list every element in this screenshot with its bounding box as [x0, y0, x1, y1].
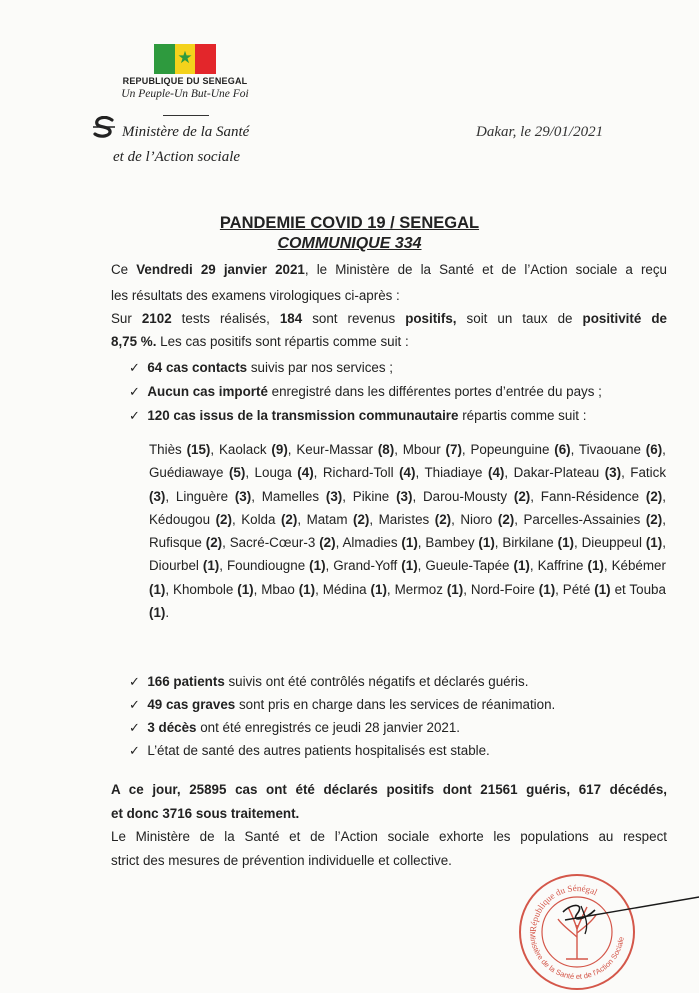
community-count: (3) [396, 488, 413, 504]
community-item [219, 442, 288, 457]
community-item [342, 535, 417, 550]
community-name: Bambey [425, 535, 475, 551]
communique-number: COMMUNIQUE 334 [277, 235, 422, 252]
community-name: Kolda [241, 511, 276, 527]
community-name: Rufisque [149, 535, 202, 551]
community-item [323, 465, 416, 480]
community-count: (2) [215, 511, 232, 527]
bullet-contacts: ✓ 64 cas contacts suivis par nos services ; [129, 360, 393, 375]
community-item [470, 442, 570, 457]
community-item [262, 489, 342, 504]
community-name: Dieuppeul [581, 535, 642, 551]
community-item [227, 558, 326, 573]
community-name: Gueule-Tapée [425, 558, 510, 574]
date-line: Dakar, le 29/01/2021 [476, 124, 604, 140]
community-name: Fatick [630, 465, 667, 481]
community-item [149, 465, 245, 480]
community-name: Nord-Foire [470, 581, 535, 597]
community-count: (4) [488, 465, 505, 481]
bullet-severe: ✓ 49 cas graves sont pris en charge dans les services de réanimation. [129, 697, 556, 712]
bullet-community: ✓ 120 cas issus de la transmission communautaire répartis comme suit : [129, 408, 587, 423]
community-name: Darou-Mousty [422, 488, 508, 504]
community-name: Mbao [261, 581, 295, 597]
community-item [460, 512, 514, 527]
community-name: Tivaouane [578, 442, 641, 457]
community-item [425, 535, 494, 550]
tests-count: 2102 [141, 311, 172, 326]
bullet-imported: ✓ Aucun cas importé enregistré dans les différentes portes d’entrée du pays ; [129, 384, 602, 399]
community-count: (2) [645, 488, 663, 504]
community-item [423, 489, 530, 504]
community-count: (2) [434, 511, 452, 527]
community-name: Kédougou [149, 511, 211, 527]
community-name: Almadies [342, 535, 398, 551]
community-name: Foundiougne [226, 558, 306, 574]
positivity-rate: 8,75 %. [111, 334, 157, 349]
community-name: Kaolack [218, 442, 267, 457]
community-count: (3) [149, 488, 166, 504]
community-item [176, 489, 251, 504]
community-count: (1) [298, 581, 316, 597]
community-name: Fann-Résidence [540, 488, 640, 504]
community-name: Popeunguine [470, 442, 550, 457]
community-item [579, 442, 662, 457]
signature [555, 880, 699, 950]
bullet-recovered: ✓ 166 patients suivis ont été contrôlés négatifs et déclarés guéris. [129, 674, 529, 689]
republic-name: REPUBLIQUE DU SENEGAL [122, 76, 248, 86]
community-count: (7) [445, 442, 462, 457]
bullet-stable: ✓ L’état de santé des autres patients hospitalisés est stable. [129, 743, 490, 758]
community-count: (1) [370, 581, 387, 597]
community-item [230, 535, 336, 550]
header-divider [163, 115, 209, 116]
star-icon: ★ [177, 48, 193, 68]
community-count: (1) [513, 558, 530, 574]
community-count: (2) [645, 511, 663, 527]
community-item [403, 442, 462, 457]
intro-line-2: les résultats des examens virologiques ci-après : [111, 288, 400, 303]
community-item [514, 465, 621, 480]
community-name: Mermoz [394, 581, 443, 597]
community-count: (3) [325, 488, 343, 504]
community-name: Khombole [173, 581, 234, 597]
stamp-text-bottom: Ministère de la Santé et de l'Action Sociale [527, 931, 626, 982]
community-count: (2) [497, 511, 515, 527]
community-count: (9) [271, 442, 288, 457]
community-item [538, 558, 604, 573]
community-item [395, 582, 464, 597]
community-cases-list: Thiès (15), Kaolack (9), Keur-Massar (8), Mbour (7), Popeunguine (6), Tivaouane (6), Guédiawaye (5), Louga (4), Richard-Toll (4), Thiadiaye (4), Dakar-Plateau (3), Fatick (3), Linguère (3), Mamelles (3), Pikine (3), Darou-Mousty (2), Fann-Résidence (2), Kédougou (2), Kolda (2), Matam (2), Maristes (2), Nioro (2), Parcelles-Assainies (2), Rufisque (2), Sacré-Cœur-3 (2), Almadies (1), Bambey (1), Birkilane (1), Dieuppeul (1), Diourbel (1), Foundiougne (1), Grand-Yoff (1), Gueule-Tapée (1), Kaffrine (1), Kébémer (1), Khombole (1), Mbao (1), Médina (1), Mermoz (1), Nord-Foire (1), Pété (1) et Touba (1). [149, 442, 667, 621]
community-item [173, 582, 254, 597]
community-item [149, 512, 232, 527]
community-count: (1) [478, 535, 495, 551]
community-item [323, 582, 387, 597]
community-count: (1) [237, 581, 254, 597]
community-name: Mbour [402, 442, 441, 457]
flag-green-band [154, 44, 175, 74]
community-item [255, 465, 314, 480]
community-name: Parcelles-Assainies [523, 511, 641, 527]
community-count: (6) [645, 442, 663, 457]
ministry-name-line2: et de l’Action sociale [113, 149, 241, 165]
community-item [149, 442, 210, 457]
community-item [307, 512, 370, 527]
community-count: (1) [149, 581, 166, 597]
intro-day: Vendredi 29 janvier 2021 [136, 262, 305, 277]
summary-line-2: et donc 3716 sous traitement. [111, 806, 300, 821]
community-name: Thiadiaye [424, 465, 483, 481]
community-name: Guédiawaye [149, 465, 224, 481]
check-icon: ✓ [129, 743, 140, 758]
community-count: (2) [205, 535, 223, 551]
community-name: Matam [306, 511, 348, 527]
list-joiner: et [614, 581, 626, 597]
document-title: PANDEMIE COVID 19 / SENEGAL [219, 214, 480, 232]
community-item [379, 512, 452, 527]
community-count: (3) [234, 488, 252, 504]
closing-line-2: strict des mesures de prévention individuelle et collective. [111, 853, 452, 868]
bullet-deaths: ✓ 3 décès ont été enregistrés ce jeudi 28 janvier 2021. [129, 720, 461, 735]
community-name: Louga [254, 465, 292, 481]
community-item [502, 535, 574, 550]
community-name: Kébémer [611, 558, 666, 574]
community-name: Birkilane [502, 535, 554, 551]
summary-line-1: A ce jour, 25895 cas ont été déclarés positifs dont 21561 guéris, 617 décédés, [111, 782, 667, 797]
check-icon: ✓ [129, 408, 140, 423]
community-count: (2) [353, 511, 370, 527]
community-name: Maristes [378, 511, 430, 527]
community-name: Touba [629, 581, 666, 597]
community-count: (2) [319, 535, 336, 551]
community-item [149, 535, 222, 550]
community-name: Grand-Yoff [333, 558, 398, 574]
check-icon: ✓ [129, 697, 140, 712]
stamp-text-top: République du Sénégal [527, 882, 599, 933]
community-count: (1) [401, 558, 418, 574]
community-name: Dakar-Plateau [513, 465, 600, 481]
community-count: (3) [604, 465, 622, 481]
community-item [523, 512, 662, 527]
community-name: Richard-Toll [322, 465, 394, 481]
flag-yellow-band [175, 44, 196, 74]
check-icon: ✓ [129, 720, 140, 735]
community-name: Nioro [460, 511, 493, 527]
check-icon: ✓ [129, 674, 140, 689]
community-name: Pikine [352, 488, 390, 504]
community-count: (1) [557, 535, 575, 551]
community-item [424, 465, 504, 480]
community-count: (1) [594, 581, 611, 597]
community-name: Sacré-Cœur-3 [229, 535, 316, 551]
community-name: Mamelles [261, 488, 320, 504]
community-item [333, 558, 417, 573]
senegal-flag [154, 44, 216, 74]
community-item [541, 489, 662, 504]
community-name: Pété [562, 581, 591, 597]
community-item [353, 489, 413, 504]
community-name: Médina [322, 581, 367, 597]
community-item [241, 512, 297, 527]
community-count: (15) [186, 442, 211, 457]
community-count: (1) [401, 535, 418, 551]
community-count: (1) [587, 558, 604, 574]
intro-line-1: Ce Vendredi 29 janvier 2021, le Ministère de la Santé et de l’Action sociale a reçu [111, 262, 667, 277]
community-count: (6) [554, 442, 571, 457]
ministry-logo-icon [91, 116, 117, 138]
closing-line-1: Le Ministère de la Santé et de l’Action sociale exhorte les populations au respect [111, 829, 667, 844]
community-count: (4) [297, 465, 314, 481]
community-count: (1) [446, 581, 464, 597]
community-name: Linguère [175, 488, 229, 504]
community-count: (5) [228, 465, 246, 481]
community-name: Thiès [149, 442, 182, 457]
positive-count: 184 [279, 311, 303, 326]
check-icon: ✓ [129, 360, 140, 375]
community-count: (1) [645, 535, 663, 551]
community-item [471, 582, 555, 597]
intro-line-4: 8,75 %. Les cas positifs sont répartis comme suit : [111, 334, 409, 349]
community-count: (4) [399, 465, 416, 481]
intro-line-3: Sur 2102 tests réalisés, 184 sont revenus positifs, soit un taux de positivité de [111, 311, 667, 326]
community-item [582, 535, 663, 550]
community-count: (1) [202, 558, 220, 574]
ministry-name-line1: Ministère de la Santé [122, 124, 250, 140]
community-name: Keur-Massar [296, 442, 373, 457]
community-item [563, 582, 611, 597]
check-icon: ✓ [129, 384, 140, 399]
community-count: (8) [377, 442, 395, 457]
community-count: (2) [513, 488, 531, 504]
community-item [425, 558, 530, 573]
community-item [261, 582, 315, 597]
community-item [149, 558, 219, 573]
community-count: (1) [149, 605, 166, 621]
community-name: Diourbel [149, 558, 199, 574]
national-motto: Un Peuple-Un But-Une Foi [121, 88, 249, 100]
community-count: (1) [538, 581, 556, 597]
community-item [296, 442, 394, 457]
community-name: Kaffrine [537, 558, 584, 574]
community-count: (1) [309, 558, 326, 574]
community-count: (2) [280, 511, 298, 527]
flag-red-band [195, 44, 216, 74]
